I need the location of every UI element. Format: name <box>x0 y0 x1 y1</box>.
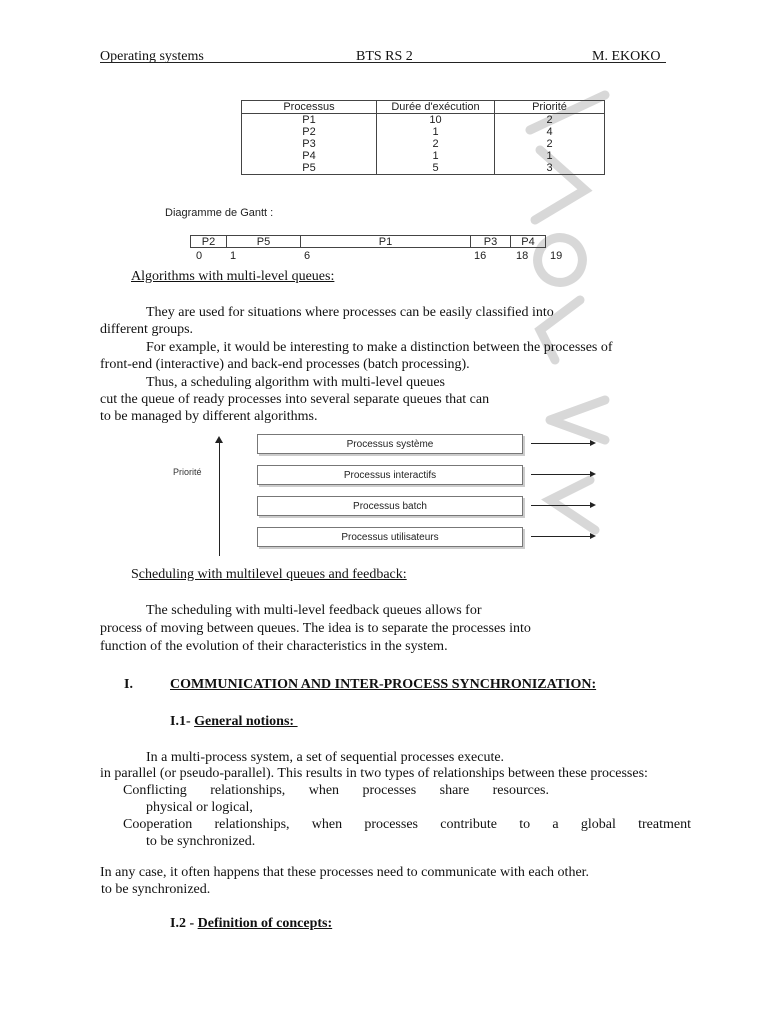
section-heading-multilevel <box>131 268 364 285</box>
header-center: BTS RS 2 <box>356 49 413 64</box>
paragraph-line: In a multi-process system, a set of sequential processes execute. <box>146 750 505 765</box>
subsection-heading-I1 <box>170 713 298 730</box>
cell-duration: 10 <box>377 114 495 127</box>
paragraph-line: The scheduling with multi-level feedback queues allows for <box>146 603 482 618</box>
gantt-tick: 6 <box>304 250 311 262</box>
subsection-title: General notions: <box>194 714 298 729</box>
word: treatment <box>638 817 691 832</box>
gantt-tick: 18 <box>516 250 529 262</box>
word: processes <box>362 783 417 798</box>
word: contribute <box>440 817 498 832</box>
cell-priority: 4 <box>495 126 605 138</box>
arrow-up-icon <box>215 436 223 443</box>
cell-process: P4 <box>242 150 377 162</box>
section-number: I. <box>124 677 133 692</box>
table-row <box>242 138 605 150</box>
word: share <box>439 783 470 798</box>
cell-process: P2 <box>242 126 377 138</box>
gantt-cell: P3 <box>470 235 510 248</box>
table-row <box>242 162 605 175</box>
paragraph-line: They are used for situations where processes can be easily classified into <box>146 305 554 320</box>
heading-text: cheduling with multilevel queues and feedback: <box>138 567 407 582</box>
paragraph-line: in parallel (or pseudo-parallel). This results in two types of relationships between these processes: <box>100 766 648 781</box>
priority-axis <box>219 440 220 556</box>
cell-process: P1 <box>242 114 377 127</box>
queue-box: Processus batch <box>257 496 523 516</box>
header-rule <box>100 62 666 63</box>
subsection-prefix: I.1- <box>170 714 195 729</box>
cell-priority: 2 <box>495 138 605 150</box>
gantt-cell: P1 <box>300 235 470 248</box>
cell-process: P3 <box>242 138 377 150</box>
gantt-cell: P2 <box>190 235 226 248</box>
col-header-process: Processus <box>242 101 377 114</box>
word: relationships, <box>210 783 286 798</box>
justified-line-cooperation <box>123 816 691 833</box>
gantt-tick: 1 <box>230 250 237 262</box>
cell-process: P5 <box>242 162 377 175</box>
paragraph-line: function of the evolution of their characteristics in the system. <box>100 639 448 654</box>
paragraph-line: process of moving between queues. The idea is to separate the processes into <box>100 621 531 636</box>
col-header-duration: Durée d'exécution <box>377 101 495 114</box>
justified-line-conflict <box>123 782 549 799</box>
cell-priority: 1 <box>495 150 605 162</box>
word: relationships, <box>214 817 290 832</box>
section-heading-feedback <box>131 566 497 583</box>
header-right: M. EKOKO <box>592 49 661 64</box>
cell-duration: 1 <box>377 126 495 138</box>
cell-duration: 1 <box>377 150 495 162</box>
arrow-right-icon <box>531 443 593 444</box>
paragraph-line: to be synchronized. <box>146 834 256 849</box>
word: when <box>311 817 343 832</box>
queue-box: Processus utilisateurs <box>257 527 523 547</box>
subsection-prefix: I.2 - <box>170 916 198 931</box>
queue-box: Processus système <box>257 434 523 454</box>
paragraph-line: different groups. <box>100 322 194 337</box>
cell-duration: 5 <box>377 162 495 175</box>
gantt-tick: 19 <box>550 250 563 262</box>
paragraph-line: cut the queue of ready processes into several separate queues that can <box>100 392 490 407</box>
gantt-title: Diagramme de Gantt : <box>165 207 274 219</box>
arrow-right-icon <box>531 536 593 537</box>
word: when <box>308 783 340 798</box>
arrow-right-icon <box>531 474 593 475</box>
table-row <box>242 114 605 127</box>
gantt-cell: P4 <box>510 235 546 248</box>
heading-first-letter: S <box>131 567 139 582</box>
process-table <box>241 100 605 175</box>
arrow-right-icon <box>531 505 593 506</box>
heading-text: Algorithms with multi-level queues: <box>131 269 335 284</box>
paragraph-line: to be synchronized. <box>101 882 211 897</box>
section-title: COMMUNICATION AND INTER-PROCESS SYNCHRONIZATION: <box>170 677 597 692</box>
queue-box: Processus interactifs <box>257 465 523 485</box>
word: a <box>552 817 559 832</box>
gantt-cell: P5 <box>226 235 300 248</box>
priority-label: Priorité <box>173 467 202 477</box>
subsection-heading-I2 <box>170 915 332 932</box>
paragraph-line: physical or logical, <box>146 800 253 815</box>
word: processes <box>364 817 418 832</box>
cell-priority: 3 <box>495 162 605 175</box>
table-row <box>242 150 605 162</box>
word: to <box>519 817 531 832</box>
cell-priority: 2 <box>495 114 605 127</box>
paragraph-line: to be managed by different algorithms. <box>100 409 318 424</box>
gantt-tick: 16 <box>474 250 487 262</box>
word: Cooperation <box>123 817 193 832</box>
word: Conflicting <box>123 783 187 798</box>
gantt-tick: 0 <box>196 250 203 262</box>
cell-duration: 2 <box>377 138 495 150</box>
word: resources. <box>492 783 549 798</box>
paragraph-line: Thus, a scheduling algorithm with multi-level queues <box>146 375 445 390</box>
subsection-title: Definition of concepts: <box>197 916 333 931</box>
paragraph-line: front-end (interactive) and back-end processes (batch processing). <box>100 357 470 372</box>
paragraph-line: For example, it would be interesting to make a distinction between the processes of <box>146 340 613 355</box>
word: global <box>580 817 616 832</box>
paragraph-line: In any case, it often happens that these processes need to communicate with each other. <box>100 865 590 880</box>
col-header-priority: Priorité <box>495 101 605 114</box>
header-left: Operating systems <box>100 49 204 64</box>
table-row <box>242 126 605 138</box>
